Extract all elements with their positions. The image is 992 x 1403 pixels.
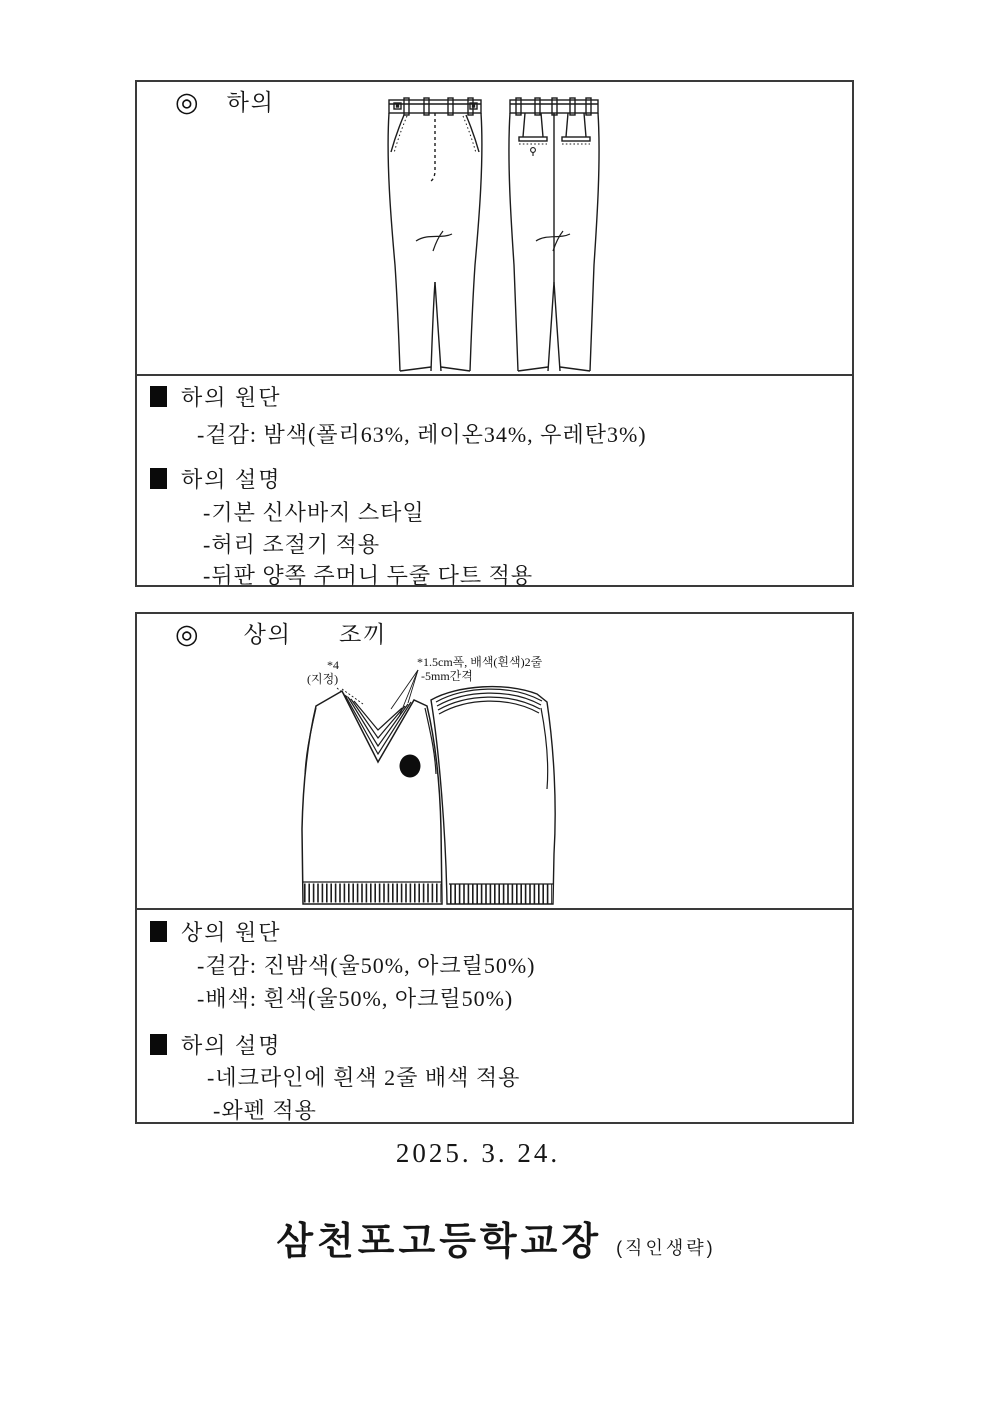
pants-section-header xyxy=(175,87,275,119)
pants-fabric-line: -겉감: 밤색(폴리63%, 레이온34%, 우레탄3%) xyxy=(197,422,647,447)
vest-fabric-line: -겉감: 진밤색(울50%, 아크릴50%) xyxy=(197,953,536,978)
signature-row xyxy=(0,1210,992,1265)
vest-desc-heading xyxy=(150,1029,282,1060)
pants-fabric-heading xyxy=(150,381,282,412)
vest-fabric-heading-label: 상의 원단 xyxy=(181,920,282,945)
vest-annotation-right-line1: *1.5cm폭, 배색(흰색)2줄 xyxy=(417,655,543,669)
vest-section-box xyxy=(135,612,854,1124)
pants-desc-heading xyxy=(150,463,282,494)
vest-fabric-heading xyxy=(150,916,282,947)
pants-section-box xyxy=(135,80,854,587)
vest-technical-drawing xyxy=(279,654,609,910)
pants-fabric-heading-label: 하의 원단 xyxy=(181,385,282,410)
pants-desc-heading-label: 하의 설명 xyxy=(181,467,282,492)
principal-signature: 삼천포고등학교장 xyxy=(276,1221,603,1263)
pants-technical-drawing xyxy=(370,90,632,380)
vest-section-header xyxy=(175,619,387,651)
black-square-icon xyxy=(150,921,167,942)
double-circle-icon: ◎ xyxy=(175,619,199,649)
pants-box-divider xyxy=(137,374,852,376)
vest-desc-line: -와펜 적용 xyxy=(213,1098,317,1123)
black-square-icon xyxy=(150,468,167,489)
black-square-icon xyxy=(150,1034,167,1055)
double-circle-icon: ◎ xyxy=(175,87,199,117)
vest-fabric-line: -배색: 흰색(울50%, 아크릴50%) xyxy=(197,986,514,1011)
vest-annotation-right-line2: -5mm간격 xyxy=(421,669,473,683)
seal-omitted-note: (직인생략) xyxy=(616,1238,716,1258)
pants-section-title: 하의 xyxy=(226,90,275,115)
pants-desc-line: -허리 조절기 적용 xyxy=(203,532,381,557)
pants-desc-line: -뒤판 양쪽 주머니 두줄 다트 적용 xyxy=(203,563,534,588)
vest-annotation-left-line1: *4 xyxy=(327,658,339,672)
wappen-dot xyxy=(400,755,421,778)
document-date: 2025. 3. 24. xyxy=(395,1138,561,1168)
vest-desc-line: -네크라인에 흰색 2줄 배색 적용 xyxy=(207,1065,521,1090)
black-square-icon xyxy=(150,386,167,407)
vest-box-divider xyxy=(137,908,852,910)
pants-figure xyxy=(370,90,632,380)
vest-annotation-left-line2: (지정) xyxy=(307,672,339,686)
vest-figure xyxy=(279,654,609,910)
pants-desc-line: -기본 신사바지 스타일 xyxy=(203,500,425,525)
vest-section-subtitle: 조끼 xyxy=(339,622,388,647)
vest-desc-heading-label: 하의 설명 xyxy=(181,1033,282,1058)
vest-section-title: 상의 xyxy=(243,622,292,647)
